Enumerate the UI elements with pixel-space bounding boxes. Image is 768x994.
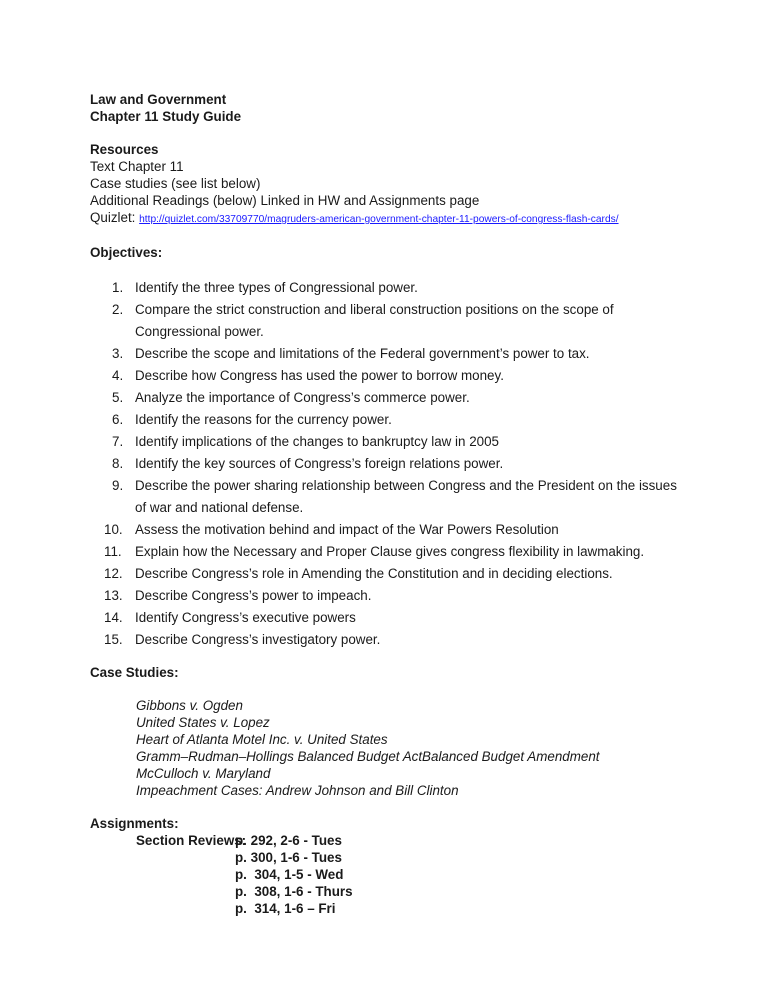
objective-text: Describe Congress’s role in Amending the Constitution and in deciding elections.	[135, 566, 613, 581]
resources-section	[90, 141, 690, 226]
case-studies-heading: Case Studies:	[90, 665, 179, 680]
objective-text: Describe Congress’s investigatory power.	[135, 632, 381, 647]
objective-item	[90, 431, 690, 453]
objective-number: 4.	[112, 368, 124, 383]
document-title: Law and Government	[90, 92, 227, 107]
objective-text: Identify Congress’s executive powers	[135, 610, 356, 625]
objective-number: 6.	[112, 412, 124, 427]
assignment-row	[90, 849, 690, 866]
objective-item	[90, 585, 690, 607]
objective-number: 15.	[104, 632, 123, 647]
objective-item	[90, 409, 690, 431]
objective-text: Identify the three types of Congressional power.	[135, 280, 418, 295]
objective-number: 11.	[104, 544, 122, 559]
quizlet-link[interactable]: http://quizlet.com/33709770/magruders-american-government-chapter-11-powers-of-congress-flash-cards/	[139, 214, 619, 225]
objective-item	[90, 387, 690, 409]
objective-item	[90, 277, 690, 299]
objective-item	[90, 299, 690, 343]
case-studies-list	[90, 697, 690, 799]
objective-item	[90, 475, 690, 519]
objective-text: Describe the scope and limitations of the Federal government’s power to tax.	[135, 346, 590, 361]
objective-number: 10.	[104, 522, 123, 537]
objective-text: Compare the strict construction and liberal construction positions on the scope of Congressional power.	[135, 302, 614, 339]
assignment-row	[90, 883, 690, 900]
objective-text: Describe Congress’s power to impeach.	[135, 588, 372, 603]
assignment-row	[90, 832, 690, 849]
quizlet-label: Quizlet:	[90, 210, 140, 225]
objective-number: 2.	[112, 302, 124, 317]
quizlet-row	[90, 209, 690, 226]
objective-number: 5.	[112, 390, 124, 405]
objectives-heading: Objectives:	[90, 245, 163, 260]
objective-number: 8.	[112, 456, 124, 471]
assignment-item: p. 300, 1-6 - Tues	[235, 850, 342, 865]
resource-item: Additional Readings (below) Linked in HW and Assignments page	[90, 193, 480, 208]
objective-text: Identify the reasons for the currency power.	[135, 412, 392, 427]
objective-item	[90, 343, 690, 365]
case-study-item: Gibbons v. Ogden	[136, 698, 243, 713]
assignment-row	[90, 900, 690, 917]
objective-number: 14.	[104, 610, 123, 625]
assignment-row	[90, 866, 690, 883]
resource-item: Text Chapter 11	[90, 159, 184, 174]
section-reviews-label: Section Reviews:	[136, 833, 247, 848]
assignment-item: p. 314, 1-6 – Fri	[235, 901, 336, 916]
case-study-item: Impeachment Cases: Andrew Johnson and Bill Clinton	[136, 783, 459, 798]
study-guide-page	[90, 91, 690, 917]
case-study-item: Heart of Atlanta Motel Inc. v. United States	[136, 732, 388, 747]
objective-number: 7.	[112, 434, 124, 449]
case-study-item: Gramm–Rudman–Hollings Balanced Budget ActBalanced Budget Amendment	[136, 749, 600, 764]
case-study-item: United States v. Lopez	[136, 715, 270, 730]
resource-item: Case studies (see list below)	[90, 176, 261, 191]
objective-number: 12.	[104, 566, 123, 581]
objective-item	[90, 365, 690, 387]
objective-item	[90, 519, 690, 541]
case-studies-section	[90, 664, 690, 799]
objective-item	[90, 541, 690, 563]
objective-number: 1.	[112, 280, 124, 295]
objectives-list	[90, 277, 690, 651]
objective-number: 13.	[104, 588, 123, 603]
objective-text: Identify the key sources of Congress’s foreign relations power.	[135, 456, 504, 471]
objectives-section	[90, 244, 690, 651]
objective-text: Assess the motivation behind and impact of the War Powers Resolution	[135, 522, 559, 537]
objective-item	[90, 607, 690, 629]
document-subtitle: Chapter 11 Study Guide	[90, 109, 242, 124]
case-study-item: McCulloch v. Maryland	[136, 766, 271, 781]
objective-number: 9.	[112, 478, 124, 493]
assignment-item: p. 292, 2-6 - Tues	[235, 833, 342, 848]
objective-number: 3.	[112, 346, 124, 361]
objective-text: Explain how the Necessary and Proper Clause gives congress flexibility in lawmaking.	[135, 544, 645, 559]
objective-text: Analyze the importance of Congress’s commerce power.	[135, 390, 470, 405]
assignments-section	[90, 815, 690, 917]
objective-item	[90, 453, 690, 475]
objective-item	[90, 563, 690, 585]
objective-text: Describe the power sharing relationship between Congress and the President on the issues of war and national defense.	[135, 478, 677, 515]
assignment-item: p. 308, 1-6 - Thurs	[235, 884, 353, 899]
objective-text: Describe how Congress has used the power to borrow money.	[135, 368, 504, 383]
assignment-item: p. 304, 1-5 - Wed	[235, 867, 344, 882]
resources-heading: Resources	[90, 142, 159, 157]
objective-item	[90, 629, 690, 651]
objective-text: Identify implications of the changes to bankruptcy law in 2005	[135, 434, 499, 449]
assignments-heading: Assignments:	[90, 816, 179, 831]
